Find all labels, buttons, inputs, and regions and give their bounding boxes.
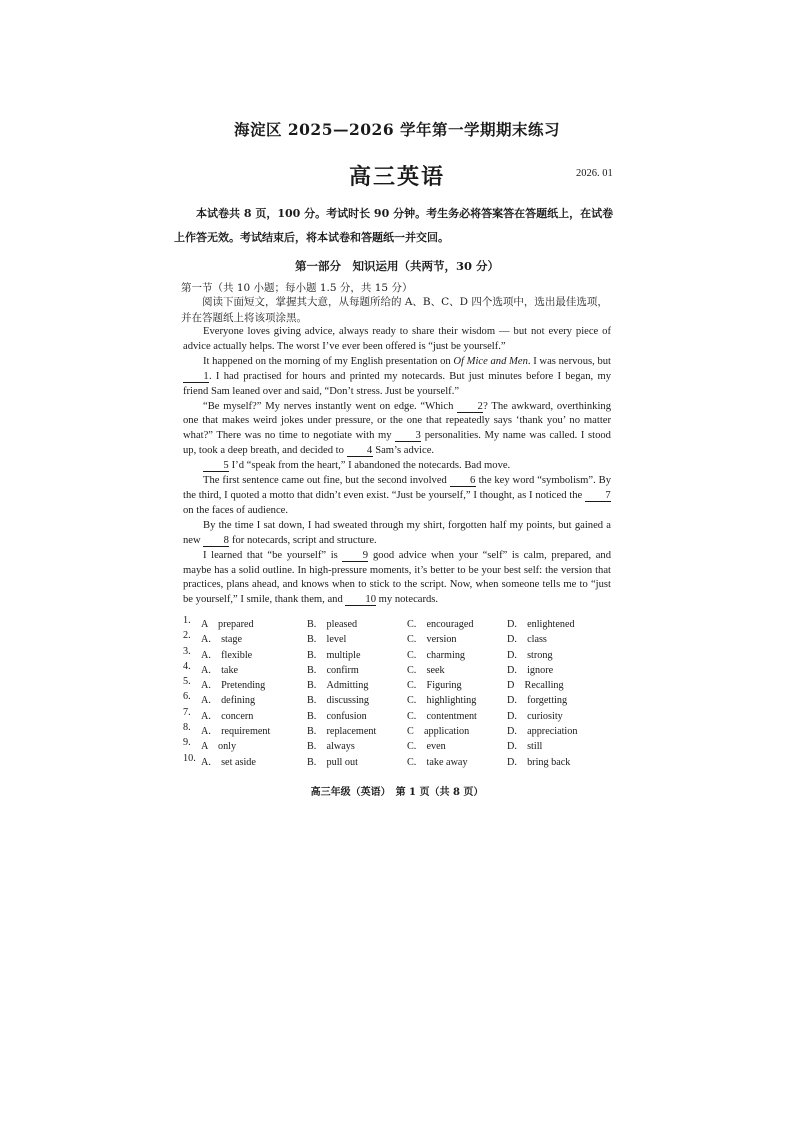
option-c: C. even <box>407 741 446 753</box>
option-d: D Recalling <box>507 680 564 692</box>
section-instruction: 阅读下面短文，掌握其大意，从每题所给的 A、B、C、D 四个选项中，选出最佳选项，并在答题纸上将该项涂黑。 <box>181 296 608 324</box>
option-row <box>183 661 613 676</box>
passage-paragraph <box>183 474 611 519</box>
question-number: 9. <box>183 737 191 749</box>
passage-paragraph <box>183 400 611 460</box>
exam-notice: 本试卷共 8 页，100 分。考试时长 90 分钟。考生务必将答案答在答题纸上，在试卷上作答无效。考试结束后，将本试卷和答题纸一并交回。 <box>174 207 614 244</box>
subject-title: 高三英语 <box>348 164 445 190</box>
option-b: B. pull out <box>307 756 358 768</box>
option-d: D. enlightened <box>507 619 575 630</box>
option-d: D. appreciation <box>507 726 578 738</box>
option-a: A. requirement <box>201 726 271 738</box>
cloze-blank: 6 <box>450 475 476 487</box>
option-b: B. always <box>307 741 355 753</box>
option-d: D. forgetting <box>507 695 568 707</box>
passage-text: good advice when your “self” is calm, prepared, and maybe has a solid outline. In high-pressure moments, it’s better to be your best self: the version that practices, plans ahead, and knows when to stick to the script. Now, when someone tells me to “just be yourself,” I smile, thank them, and <box>183 549 611 606</box>
option-c: C. version <box>407 634 457 646</box>
passage-text: By the time I sat down, I had sweated through my shirt, forgotten half my points, but gained a new <box>183 519 611 546</box>
page-footer: 高三年级（英语） 第 1 页（共 8 页） <box>310 787 484 798</box>
passage-paragraph <box>183 549 611 609</box>
option-b: B. pleased <box>307 619 358 630</box>
option-a: A. flexible <box>201 649 253 661</box>
option-d: D. strong <box>507 649 553 661</box>
cloze-blank: 2 <box>457 401 483 413</box>
question-number: 2. <box>183 630 191 642</box>
exam-title: 海淀区 2025—2026 学年第一学期期末练习 <box>233 120 561 139</box>
option-a: A. set aside <box>201 756 256 768</box>
cloze-blank: 9 <box>342 550 368 562</box>
passage-text: I learned that “be yourself” is <box>203 549 343 561</box>
option-d: D. bring back <box>507 756 571 768</box>
option-row <box>183 615 613 630</box>
question-number: 1. <box>183 615 191 626</box>
option-row <box>183 707 613 722</box>
option-a: A prepared <box>201 619 254 630</box>
passage-text: personalities. My name was called. I stood up, took a deep breath, and decided to <box>183 430 611 457</box>
answer-options <box>183 615 613 768</box>
option-a: A. concern <box>201 710 254 722</box>
option-b: B. confirm <box>307 664 359 676</box>
passage-text: on the faces of audience. <box>183 504 289 516</box>
part-title: 第一部分 知识运用（共两节，30 分） <box>294 259 499 273</box>
question-number: 10. <box>183 752 196 764</box>
option-c: C. take away <box>407 756 468 768</box>
option-row <box>183 753 613 768</box>
option-b: B. Admitting <box>307 680 369 692</box>
passage-paragraph <box>183 459 611 474</box>
option-c: C. charming <box>407 649 466 661</box>
passage-text: . I had practised for hours and printed my notecards. But just minutes before I began, my friend Sam leaned over and said, “Don’t stress. Just be yourself.” <box>183 370 611 397</box>
cloze-blank: 1 <box>183 371 209 383</box>
question-number: 8. <box>183 722 191 734</box>
option-row <box>183 676 613 691</box>
option-c: C. contentment <box>407 710 477 722</box>
question-number: 3. <box>183 645 191 657</box>
passage-text: my notecards. <box>376 594 439 606</box>
option-b: B. confusion <box>307 710 367 722</box>
option-d: D. ignore <box>507 664 554 676</box>
option-a: A. Pretending <box>201 680 266 692</box>
option-c: C. encouraged <box>407 619 474 630</box>
passage-text: ? The awkward, overthinking one that makes weird jokes under pressure, or the one that repeatedly says ‘thank you’ no matter what?” There was no time to negotiate with my <box>183 400 611 442</box>
option-a: A. defining <box>201 695 256 707</box>
option-a: A. stage <box>201 634 243 646</box>
option-b: B. replacement <box>307 726 377 738</box>
option-c: C. highlighting <box>407 695 477 707</box>
passage-text: I’d “speak from the heart,” I abandoned the notecards. Bad move. <box>229 460 511 472</box>
cloze-passage <box>183 325 611 608</box>
option-a: A. take <box>201 664 239 676</box>
exam-date: 2026. 01 <box>576 168 613 179</box>
option-b: B. level <box>307 634 347 646</box>
question-number: 7. <box>183 706 191 718</box>
option-c: C application <box>407 726 470 738</box>
cloze-blank: 4 <box>347 445 373 457</box>
option-d: D. curiosity <box>507 710 563 722</box>
option-b: B. multiple <box>307 649 361 661</box>
option-d: D. still <box>507 741 543 753</box>
option-b: B. discussing <box>307 695 369 707</box>
option-d: D. class <box>507 634 547 646</box>
passage-paragraph <box>183 355 611 400</box>
cloze-blank: 3 <box>395 430 421 442</box>
question-number: 4. <box>183 660 191 672</box>
cloze-blank: 5 <box>203 460 229 472</box>
passage-paragraph <box>183 519 611 549</box>
passage-paragraph: Everyone loves giving advice, always ready to share their wisdom — but not every piece of advice actually helps. The worst I’ve ever been offered is “just be yourself.” <box>183 326 611 352</box>
cloze-blank: 7 <box>585 490 611 502</box>
passage-text: . I was nervous, but <box>527 355 611 367</box>
option-row <box>183 691 613 706</box>
passage-text: “Be myself?” My nerves instantly went on edge. “Which <box>203 400 458 412</box>
cloze-blank: 8 <box>203 535 229 547</box>
option-row <box>183 646 613 661</box>
option-a: A only <box>201 741 237 753</box>
option-row <box>183 737 613 752</box>
passage-text: the key word “symbolism”. By the third, I quoted a motto that didn’t even exist. “Just be yourself,” I thought, as I noticed the <box>183 475 611 501</box>
book-title: Of Mice and Men <box>453 355 528 367</box>
passage-text: for notecards, script and structure. <box>229 534 377 546</box>
question-number: 6. <box>183 691 191 703</box>
option-row <box>183 630 613 645</box>
option-c: C. Figuring <box>407 680 462 692</box>
option-c: C. seek <box>407 664 445 676</box>
option-row <box>183 722 613 737</box>
cloze-blank: 10 <box>345 594 376 606</box>
section-title: 第一节（共 10 小题；每小题 1.5 分，共 15 分） <box>181 282 413 294</box>
passage-text: The first sentence came out fine, but the second involved <box>203 475 450 487</box>
passage-text: Sam’s advice. <box>372 445 435 457</box>
question-number: 5. <box>183 676 191 688</box>
passage-text: It happened on the morning of my English presentation on <box>203 355 454 367</box>
